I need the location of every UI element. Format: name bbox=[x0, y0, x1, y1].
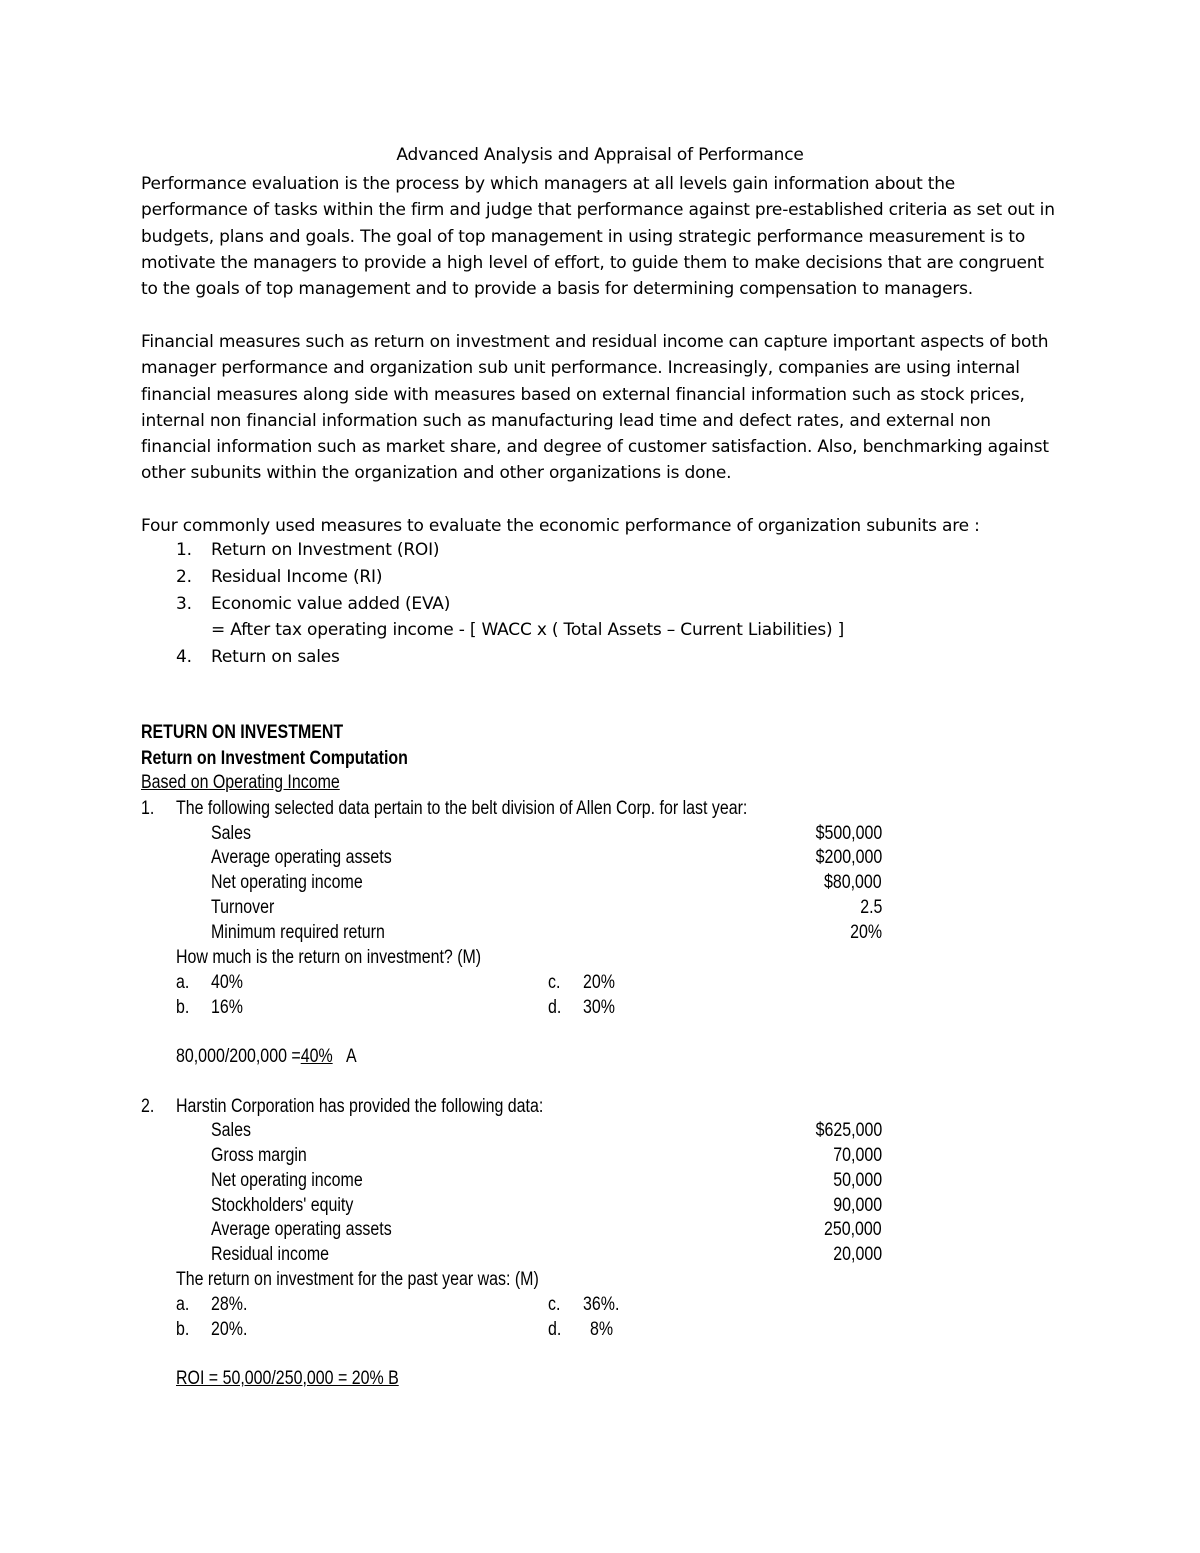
data-label: Stockholders' equity bbox=[211, 1195, 354, 1216]
answer-letter: A bbox=[345, 1046, 357, 1067]
choice-c: 36%. bbox=[583, 1294, 620, 1315]
data-value: $200,000 bbox=[815, 847, 882, 868]
answer-line bbox=[176, 1046, 357, 1068]
choice-a: 40% bbox=[211, 972, 243, 993]
data-label: Net operating income bbox=[211, 872, 363, 893]
data-label: Minimum required return bbox=[211, 922, 385, 943]
choice-letter: d. bbox=[548, 997, 562, 1018]
answer-value: 40% bbox=[300, 1046, 333, 1067]
data-value: 70,000 bbox=[833, 1145, 882, 1166]
measures-intro: Four commonly used measures to evaluate the economic performance of organization subunits are : bbox=[141, 516, 980, 536]
data-label: Residual income bbox=[211, 1244, 329, 1265]
basis-label: Based on Operating Income bbox=[141, 772, 340, 793]
choice-d: 8% bbox=[590, 1319, 614, 1340]
section-heading: RETURN ON INVESTMENT bbox=[141, 722, 344, 743]
question-stem: The following selected data pertain to the belt division of Allen Corp. for last year: bbox=[176, 798, 748, 819]
data-value: 50,000 bbox=[833, 1170, 882, 1191]
data-label: Sales bbox=[211, 823, 251, 844]
choice-letter: c. bbox=[548, 972, 561, 993]
data-label: Average operating assets bbox=[211, 847, 392, 868]
data-value: 20% bbox=[850, 922, 882, 943]
data-value: 2.5 bbox=[859, 897, 882, 918]
choice-d: 30% bbox=[583, 997, 615, 1018]
choice-letter: b. bbox=[176, 1319, 190, 1340]
data-label: Gross margin bbox=[211, 1145, 307, 1166]
answer-line: ROI = 50,000/250,000 = 20% B bbox=[176, 1368, 399, 1389]
subheading: Return on Investment Computation bbox=[141, 748, 408, 769]
data-value: 90,000 bbox=[833, 1195, 882, 1216]
choice-letter: a. bbox=[176, 972, 190, 993]
choice-b: 20%. bbox=[211, 1319, 248, 1340]
data-value: 250,000 bbox=[824, 1219, 882, 1240]
choice-a: 28%. bbox=[211, 1294, 248, 1315]
question-number: 1. bbox=[141, 798, 155, 819]
financial-measures-paragraph: Financial measures such as return on investment and residual income can capture important aspects of both manager performance and organization sub unit performance. Increasingly, companies are using internal financial measures along side with measures based on external financial information such as stock prices, internal non financial information such as manufacturing lead time and defect rates, and external non financial information such as market share, and degree of customer satisfaction. Also, benchmarking against other subunits within the organization and other organizations is done. bbox=[141, 332, 1049, 484]
choice-letter: d. bbox=[548, 1319, 562, 1340]
data-label: Sales bbox=[211, 1120, 251, 1141]
data-label: Average operating assets bbox=[211, 1219, 392, 1240]
answer-calculation: 80,000/200,000 = bbox=[176, 1046, 301, 1067]
choice-letter: b. bbox=[176, 997, 190, 1018]
data-value: $625,000 bbox=[815, 1120, 882, 1141]
choice-letter: c. bbox=[548, 1294, 561, 1315]
data-value: $500,000 bbox=[815, 823, 882, 844]
choice-b: 16% bbox=[211, 997, 243, 1018]
intro-paragraph: Performance evaluation is the process by which managers at all levels gain information about the performance of tasks within the firm and judge that performance against pre-established criteria as set out in budgets, plans and goals. The goal of top management in using strategic performance measurement is to motivate the managers to provide a high level of effort, to guide them to make decisions that are congruent to the goals of top management and to provide a basis for determining compensation to managers. bbox=[141, 174, 1055, 300]
choice-c: 20% bbox=[583, 972, 615, 993]
document-page: Advanced Analysis and Appraisal of Performance Performance evaluation is the process by which managers at all levels gain information about the performance of tasks within the firm and judge that performance against pre-established criteria as set out in budgets, plans and goals. The goal of top management in using strategic performance measurement is to motivate the managers to provide a high level of effort, to guide them to make decisions that are congruent to the goals of top management and to provide a basis for determining compensation to managers. Financial measures such as return on investment and residual income can capture important aspects of both manager performance and organization sub unit performance. Increasingly, companies are using internal financial measures along side with measures based on external financial information such as stock prices, internal non financial information such as manufacturing lead time and defect rates, and external non financial information such as market share, and degree of customer satisfaction. Also, benchmarking against other subunits within the organization and other organizations is done. Four commonly used measures to evaluate the economic performance of organization subunits are : 1. Return on Investment (ROI) 2. Residual Income (RI) 3. Economic value added (EVA) = After tax operating income - [ WACC x ( Total Assets – Current Liabilities) ] 4. Return on sales RETURN ON INVESTMENT Return on Investment Computation Based on Operating Income 1. The following selected data pertain to the belt division of Allen Corp. for last year: Sales $500,000 Average operating assets $200,000 Net operating income $80,000 Turnover 2.5 Minimum required return 20% How much is the return on investment? (M) a. 40% c. 20% b. 16% d. 30% 80,000/200,000 =40% A 2. Harstin Corporation has provided the following data: Sales $625,000 Gross margin 70,000 Net operating income 50,000 Stockholders' equity 90,000 Average operating assets 250,000 Residual income 20,000 The return on investment for the past year was: (M) a. 28%. c. 36%. b. 20%. d. 8% ROI = 50,000/250,000 = 20% B bbox=[0, 0, 1200, 1553]
document-title: Advanced Analysis and Appraisal of Performance bbox=[396, 145, 804, 165]
data-value: $80,000 bbox=[824, 872, 882, 893]
question-stem: Harstin Corporation has provided the following data: bbox=[176, 1096, 544, 1117]
data-label: Net operating income bbox=[211, 1170, 363, 1191]
question-number: 2. bbox=[141, 1096, 155, 1117]
question-text: The return on investment for the past year was: (M) bbox=[176, 1269, 539, 1290]
choice-letter: a. bbox=[176, 1294, 190, 1315]
data-label: Turnover bbox=[211, 897, 275, 918]
data-value: 20,000 bbox=[833, 1244, 882, 1265]
question-text: How much is the return on investment? (M) bbox=[176, 947, 482, 968]
